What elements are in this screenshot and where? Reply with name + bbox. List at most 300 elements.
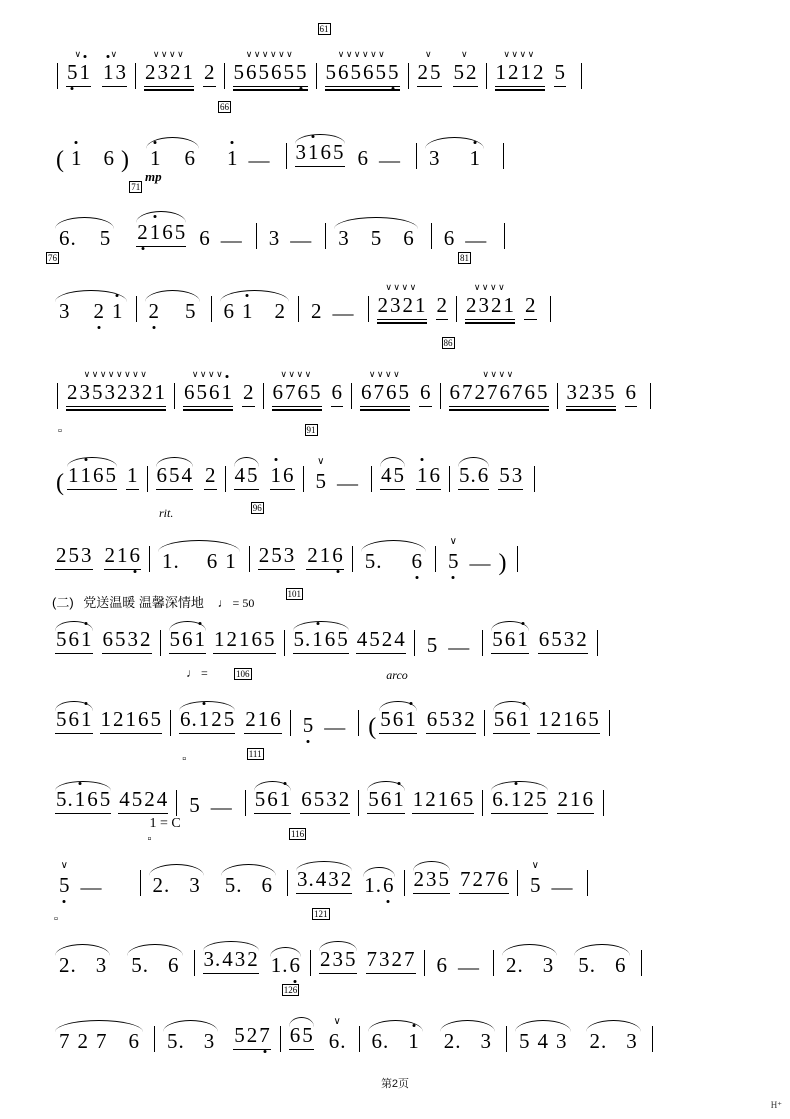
note: 5 (131, 787, 143, 811)
note: 2 (144, 787, 155, 811)
bow-marks: ∨∨∨∨ (385, 282, 418, 292)
beam (55, 653, 93, 654)
augmentation-dot: . (282, 953, 288, 977)
note-group (444, 536, 463, 574)
barline (371, 466, 372, 492)
note: 6 (168, 953, 179, 977)
measure (488, 612, 591, 658)
note: 5 (426, 633, 438, 657)
note: 2. (152, 873, 170, 897)
barline (303, 466, 304, 492)
note-group (67, 465, 117, 494)
music-system-13 (52, 985, 742, 1054)
octave-dot-below (63, 900, 66, 903)
note: 1 (149, 222, 162, 243)
note: 6 (450, 787, 461, 811)
note: 5. (578, 953, 595, 977)
note: 2 (576, 627, 587, 651)
beam (295, 166, 345, 167)
bow-marks: ∨∨∨∨ (482, 369, 515, 379)
note: 6 (524, 380, 535, 404)
note: 1 (563, 707, 574, 731)
measure (230, 45, 311, 91)
beam (293, 653, 349, 654)
barline (310, 950, 311, 976)
note: 6 (129, 545, 142, 566)
barline (517, 870, 518, 896)
note: 1 (79, 62, 92, 83)
bow-mark: ∨ (333, 1016, 341, 1027)
note: 3. (203, 947, 221, 971)
phrase-paren-close: ) (498, 550, 507, 576)
beam (136, 246, 186, 247)
beam (360, 409, 410, 410)
note: 3 (157, 60, 168, 84)
octave-dot-below (263, 1050, 266, 1053)
note-group (426, 709, 476, 738)
octave-dot-above (409, 702, 412, 705)
square-mark: ▫ (58, 425, 62, 437)
beam (459, 893, 509, 894)
note: 2 (340, 867, 352, 891)
beam (380, 489, 405, 490)
note: 1 (503, 293, 514, 317)
beam (270, 489, 295, 490)
beam (183, 409, 233, 410)
note: 2 (246, 1023, 258, 1047)
note: 2 (491, 293, 502, 317)
note: 7 (512, 380, 523, 404)
note-group (379, 709, 417, 738)
note-group (377, 282, 427, 324)
barline (256, 223, 257, 249)
note-group (491, 789, 547, 818)
note: 6 (320, 140, 331, 164)
key-signature: 1 = C (149, 816, 181, 831)
beam (495, 89, 545, 90)
note-group (149, 875, 204, 898)
note: 2 (205, 463, 216, 487)
augmentation-dot: . (215, 947, 221, 971)
measure (52, 612, 155, 658)
barline (482, 630, 483, 656)
beam (55, 733, 93, 734)
measure-number: 81 (460, 253, 469, 263)
note: 2 (550, 707, 562, 731)
note: 7 (462, 380, 473, 404)
bow-mark: ∨ (531, 860, 539, 871)
note-group (368, 1031, 423, 1054)
note-group (293, 629, 349, 658)
measure (160, 1008, 274, 1054)
note-group (360, 369, 410, 411)
note: 2 (466, 60, 477, 84)
note-group (306, 545, 344, 574)
hold-dash: — (324, 715, 346, 739)
note: 1 (80, 465, 93, 486)
note-group (458, 465, 489, 494)
measure (143, 125, 202, 184)
beam (203, 86, 216, 87)
note: 6 (156, 463, 167, 487)
bow-marks: ∨∨∨∨ (280, 369, 313, 379)
note: 5 (444, 551, 463, 572)
note: 5 (299, 715, 318, 736)
beam (272, 406, 322, 407)
barline (170, 710, 171, 736)
note: 6 (209, 380, 220, 404)
beam (118, 813, 168, 814)
measure (52, 692, 165, 738)
beam (331, 406, 344, 407)
note: 5 (398, 380, 409, 404)
beam (203, 973, 259, 974)
note: 4 (181, 463, 192, 487)
note: 6 (575, 707, 587, 731)
barline (135, 63, 136, 89)
measure-number: 91 (306, 425, 316, 435)
measure (200, 932, 305, 978)
note-group (296, 869, 352, 898)
note: 1 (279, 789, 292, 810)
measure (296, 692, 354, 738)
corner-mark: H⁺ (770, 1100, 782, 1110)
beam (156, 489, 194, 490)
note-group (453, 49, 478, 91)
beam (554, 86, 567, 87)
note: 5 (439, 707, 450, 731)
measure (180, 365, 258, 411)
note: 6 (184, 380, 195, 404)
measure (365, 1008, 499, 1054)
note: 6 (363, 60, 374, 84)
note: 5 (375, 60, 386, 84)
barline (351, 383, 352, 409)
music-system-7 (52, 503, 742, 576)
beam (416, 489, 441, 490)
octave-dot-below (133, 570, 136, 573)
note: 2 (402, 293, 413, 317)
measure (377, 448, 444, 494)
note: 5 (313, 787, 325, 811)
note: 5. (459, 463, 476, 487)
beam (234, 489, 259, 490)
note: 4 (537, 1029, 548, 1053)
note: 3 (95, 953, 107, 977)
barline (581, 63, 582, 89)
beam (449, 406, 549, 407)
barline (597, 630, 598, 656)
note: 5. (293, 627, 311, 651)
note-group (233, 49, 308, 91)
barline (286, 143, 287, 169)
note: 6 (477, 463, 489, 487)
note-group (440, 1031, 495, 1054)
music-system-10 (52, 749, 742, 819)
note: 6 (301, 787, 312, 811)
music-system-11 (52, 816, 742, 899)
note: 1 (270, 465, 283, 486)
note-group (136, 222, 186, 251)
note: 3 (81, 543, 92, 567)
note: 5 (333, 140, 344, 164)
barline (149, 546, 150, 572)
note: 5 (315, 469, 326, 493)
note-group (220, 301, 290, 324)
barline (224, 63, 225, 89)
note: 6 (361, 380, 372, 404)
note-group (307, 301, 326, 324)
note: 3 (379, 947, 390, 971)
beam (498, 489, 523, 490)
note: 5 (247, 463, 258, 487)
measure (141, 45, 219, 91)
note: 1 (102, 62, 115, 83)
note: 5 (499, 463, 510, 487)
note: 6 (338, 60, 349, 84)
note: 6. (492, 787, 509, 811)
measure (314, 909, 419, 978)
barline (211, 296, 212, 322)
note-group (416, 465, 441, 494)
note: 1 (510, 789, 523, 810)
note: 4 (156, 787, 168, 811)
note: 6 (182, 627, 193, 651)
note: 5 (337, 627, 348, 651)
measure (52, 425, 142, 496)
barline (504, 223, 505, 249)
note: 6 (436, 953, 447, 977)
note: 5 (551, 627, 562, 651)
beam (493, 733, 531, 734)
measure (291, 829, 398, 898)
measure (420, 612, 478, 658)
note: 4 (394, 627, 405, 651)
note: 5. (131, 953, 148, 977)
note-group (127, 955, 182, 978)
note: 7 (285, 380, 296, 404)
octave-dot-below (452, 576, 455, 579)
note: 3 (542, 953, 554, 977)
beam (491, 653, 529, 654)
note: 5 (196, 380, 207, 404)
beam (67, 489, 117, 490)
bow-marks: ∨∨∨∨∨∨ (337, 49, 387, 59)
note: 6 (272, 380, 283, 404)
measure (374, 278, 452, 324)
barline (440, 383, 441, 409)
music-system-12 (52, 909, 742, 979)
tempo-marking: ♩ = 50 (217, 596, 255, 610)
note: 7 (485, 867, 496, 891)
barline (431, 223, 432, 249)
measure (414, 45, 481, 91)
beam (204, 489, 217, 490)
beam (233, 89, 308, 90)
note: 1 (74, 789, 87, 810)
note: 5 (438, 867, 449, 891)
augmentation-dot: . (455, 1029, 461, 1053)
note: 5 (185, 299, 196, 323)
note: 3 (129, 380, 140, 404)
measure (410, 852, 513, 898)
note-group (163, 1031, 218, 1054)
note: 5 (453, 60, 464, 84)
barline (298, 296, 299, 322)
beam (419, 406, 432, 407)
barline (57, 383, 58, 409)
note: 2 (204, 60, 215, 84)
note-group (195, 228, 214, 251)
barline (603, 790, 604, 816)
barline (609, 710, 610, 736)
note: 2 (140, 627, 151, 651)
note: 1 (412, 787, 424, 811)
note-group (234, 465, 259, 494)
augmentation-dot: . (375, 873, 381, 897)
note: 1 (404, 709, 417, 730)
beam (413, 893, 451, 894)
note-group (537, 709, 600, 738)
note-group (425, 148, 484, 171)
note: 2 (274, 299, 285, 323)
beam (566, 409, 616, 410)
hold-dash: — (290, 228, 312, 252)
barline (368, 296, 369, 322)
measure-number: 116 (291, 829, 305, 839)
note-group (465, 282, 515, 324)
note: 5 (92, 380, 103, 404)
octave-dot-above (246, 294, 249, 297)
measure-number: 66 (220, 102, 229, 112)
note-group (295, 142, 345, 171)
beam (465, 319, 515, 320)
note: 6 (261, 873, 272, 897)
measure (460, 253, 540, 324)
note: 1 (466, 148, 485, 169)
note: 2 (145, 301, 164, 322)
note: 5 (223, 707, 235, 731)
note-group (185, 795, 204, 818)
note: 6 (297, 380, 308, 404)
note-group (498, 465, 523, 494)
measure (52, 528, 144, 574)
note-group (156, 465, 194, 494)
beam (66, 409, 166, 410)
octave-dot-above (79, 782, 82, 785)
measure (523, 852, 581, 898)
note-group (325, 1016, 350, 1054)
barline (57, 63, 58, 89)
note-group (100, 709, 163, 738)
beam (366, 973, 416, 974)
note: 3 (511, 463, 523, 487)
beam (377, 319, 427, 320)
bow-marks: ∨ (110, 49, 119, 59)
note-group (557, 789, 595, 818)
note: 6 (625, 380, 636, 404)
note: 6 (223, 299, 234, 323)
beam (55, 569, 93, 570)
note: 6 (87, 787, 98, 811)
augmentation-dot: . (236, 873, 242, 897)
measure (52, 772, 171, 818)
barline (160, 630, 161, 656)
square-mark: ▫ (54, 913, 58, 925)
note: 6 (506, 707, 517, 731)
note-group (515, 1031, 571, 1054)
measure (63, 365, 169, 411)
note: 2 (104, 543, 115, 567)
note: 6 (443, 226, 455, 250)
measure (52, 1008, 146, 1054)
octave-dot-above (198, 622, 201, 625)
note: 5 (519, 1029, 530, 1053)
octave-dot-above (84, 458, 87, 461)
note-group (66, 369, 166, 411)
note-group (440, 228, 459, 251)
beam (377, 322, 427, 323)
note-group (55, 545, 93, 574)
beam (300, 813, 350, 814)
note: 1 (182, 60, 193, 84)
beam (537, 733, 600, 734)
barline (416, 143, 417, 169)
note-group (419, 382, 432, 411)
note: 5 (345, 947, 356, 971)
octave-dot-below (293, 980, 296, 983)
hold-dash: — (469, 551, 491, 575)
barline (534, 466, 535, 492)
measure (52, 913, 186, 978)
beam (566, 406, 616, 407)
augmentation-dot: . (589, 953, 595, 977)
note: 2 (247, 947, 258, 971)
note: 6 (289, 1023, 301, 1047)
note: 2 (464, 707, 475, 731)
note: 1 (154, 380, 165, 404)
barline (517, 546, 518, 572)
note-group (300, 789, 350, 818)
beam (325, 86, 400, 87)
expression-arco: arco (386, 668, 408, 682)
note: 1 (80, 629, 93, 650)
note: 5 (264, 627, 275, 651)
measure-number: 101 (287, 589, 301, 599)
note: 2 (381, 627, 393, 651)
note: 3 (283, 543, 295, 567)
measure-number: 126 (283, 985, 298, 995)
beam (367, 813, 405, 814)
note: 2 (142, 380, 153, 404)
note: 5 (254, 787, 266, 811)
barline (404, 870, 405, 896)
octave-dot-above (116, 294, 119, 297)
hold-dash: — (332, 301, 354, 325)
beam (625, 406, 638, 407)
note: 5 (99, 226, 111, 250)
measure (443, 338, 552, 411)
barline (641, 950, 642, 976)
note-group (413, 869, 451, 898)
note-group (367, 789, 405, 818)
note: 6 (68, 627, 79, 651)
barline (290, 710, 291, 736)
note-group (574, 955, 629, 978)
note: 4 (222, 947, 233, 971)
note: 2 (245, 707, 256, 731)
note: 5 (174, 220, 186, 244)
